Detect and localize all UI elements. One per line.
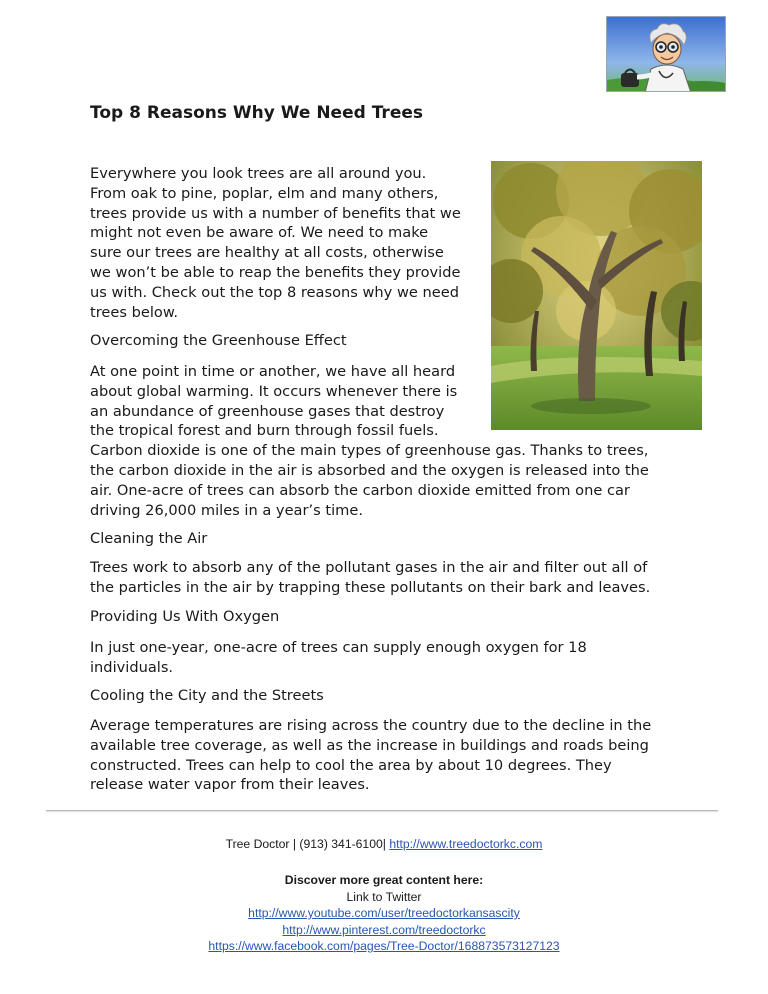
- text-line: In just one-year, one-acre of trees can supply enough oxygen for 18: [90, 639, 587, 656]
- section-cleaning-air-body: [90, 558, 650, 598]
- section-oxygen: [90, 607, 279, 627]
- text-line: Trees work to absorb any of the pollutant gases in the air and filter out all of: [90, 559, 648, 576]
- text-line: driving 26,000 miles in a year’s time.: [90, 501, 363, 519]
- text-line: individuals.: [90, 658, 174, 676]
- section-cooling-body: [90, 716, 651, 795]
- text-line: the carbon dioxide in the air is absorbed and the oxygen is released into the: [90, 461, 649, 479]
- text-line: From oak to pine, poplar, elm and many others,: [90, 184, 439, 202]
- text-line: the particles in the air by trapping these pollutants on their bark and leaves.: [90, 578, 651, 596]
- text-line: constructed. Trees can help to cool the area by about 10 degrees. They: [90, 756, 612, 774]
- section-cooling: [90, 686, 324, 706]
- footer-contact: [0, 837, 768, 851]
- text-line: Everywhere you look trees are all around you.: [90, 165, 427, 182]
- text-line: At one point in time or another, we have all heard: [90, 363, 456, 380]
- contact-info: Tree Doctor | (913) 341-6100|: [225, 837, 386, 851]
- text-line: sure our trees are healthy at all costs, otherwise: [90, 244, 444, 262]
- text-line: us with. Check out the top 8 reasons why we need: [90, 283, 459, 301]
- text-line: release water vapor from their leaves.: [90, 776, 370, 794]
- text-line: air. One-acre of trees can absorb the carbon dioxide emitted from one car: [90, 481, 630, 499]
- tree-doctor-logo: [606, 16, 726, 92]
- section-heading: Overcoming the Greenhouse Effect: [90, 332, 347, 349]
- website-link[interactable]: http://www.treedoctorkc.com: [389, 837, 543, 851]
- section-heading: Cooling the City and the Streets: [90, 687, 324, 704]
- section-heading: Cleaning the Air: [90, 530, 208, 547]
- text-line: the tropical forest and burn through fossil fuels.: [90, 422, 439, 440]
- footer-divider: [46, 810, 718, 811]
- text-line: Carbon dioxide is one of the main types of greenhouse gas. Thanks to trees,: [90, 442, 649, 460]
- section-cleaning-air: [90, 529, 207, 549]
- facebook-link[interactable]: https://www.facebook.com/pages/Tree-Doctor/168873573127123: [208, 939, 560, 953]
- text-line: about global warming. It occurs whenever there is: [90, 382, 458, 400]
- text-line: Average temperatures are rising across the country due to the decline in the: [90, 717, 652, 734]
- discover-heading: Discover more great content here:: [284, 873, 484, 887]
- twitter-link[interactable]: Link to Twitter: [346, 890, 422, 904]
- text-line: trees below.: [90, 303, 179, 321]
- text-line: might not even be aware of. We need to make: [90, 224, 429, 242]
- text-line: trees provide us with a number of benefits that we: [90, 204, 461, 222]
- section-oxygen-body: [90, 638, 587, 678]
- pinterest-link[interactable]: http://www.pinterest.com/treedoctorkc: [282, 923, 486, 937]
- page-title: Top 8 Reasons Why We Need Trees: [90, 103, 423, 123]
- text-line: we won’t be able to reap the benefits they provide: [90, 263, 461, 281]
- text-line: available tree coverage, as well as the increase in buildings and roads being: [90, 736, 649, 754]
- intro-paragraph: [90, 164, 461, 322]
- section-heading: Providing Us With Oxygen: [90, 608, 280, 625]
- text-line: an abundance of greenhouse gases that destroy: [90, 402, 445, 420]
- section-greenhouse: [90, 331, 347, 351]
- section-greenhouse-body: [90, 362, 649, 520]
- youtube-link[interactable]: http://www.youtube.com/user/treedoctorkansascity: [248, 906, 520, 920]
